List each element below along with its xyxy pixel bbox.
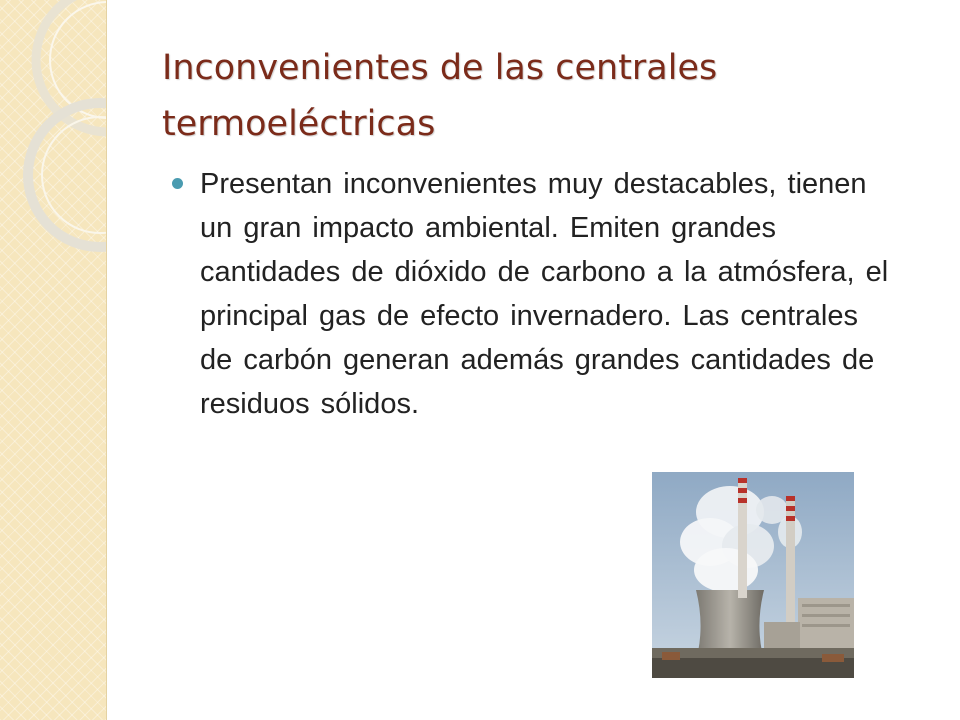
decorative-side-band bbox=[0, 0, 107, 720]
decorative-circles bbox=[0, 0, 106, 720]
bullet-item bbox=[172, 162, 892, 426]
bullet-list bbox=[172, 162, 892, 426]
power-plant-photo bbox=[652, 472, 854, 678]
bullet-icon bbox=[172, 178, 183, 189]
bullet-text: Presentan inconvenientes muy destacables, tienen un gran impacto ambiental. Emiten grandes cantidades de dióxido de carbono a la atmósfera, el principal gas de efecto invernadero. Las centrales de carbón generan además grandes cantidades de residuos sólidos. bbox=[200, 168, 889, 420]
slide-title: Inconvenientes de las centrales termoeléctricas bbox=[162, 48, 718, 144]
